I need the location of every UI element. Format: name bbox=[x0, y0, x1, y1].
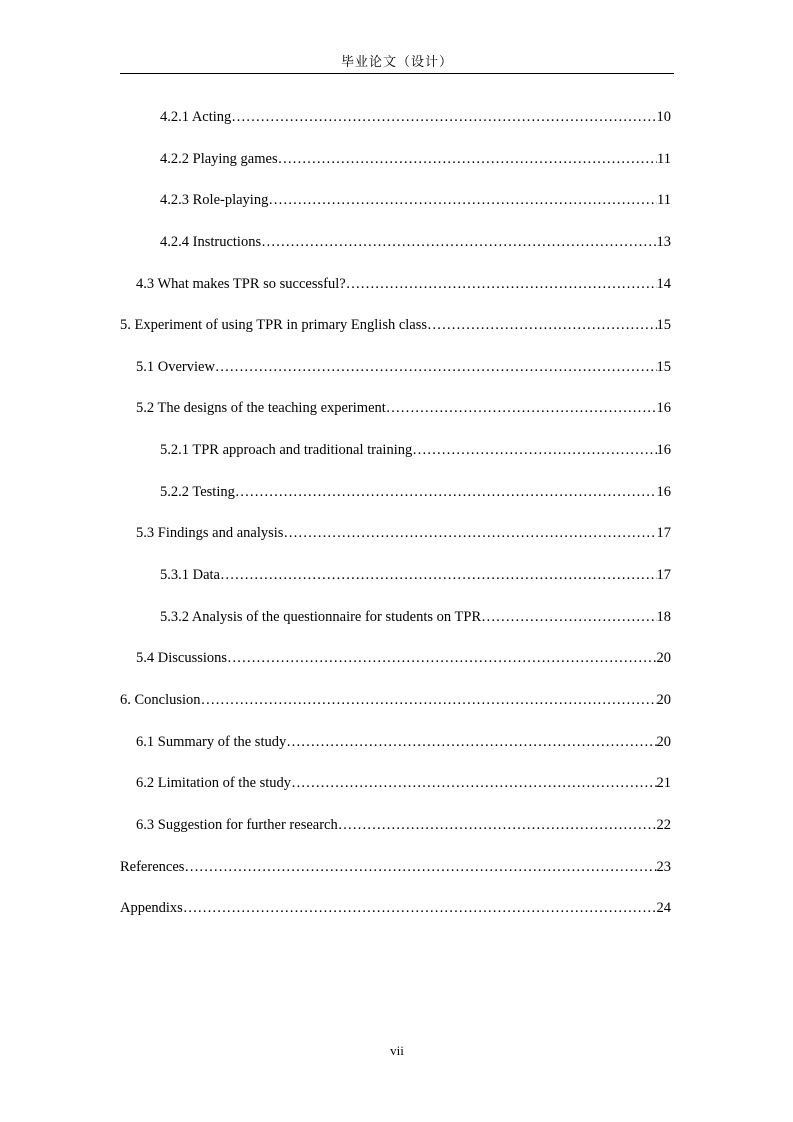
toc-dot-leader bbox=[286, 731, 656, 753]
toc-entry-line bbox=[136, 772, 671, 794]
toc-entry-title: 4.2.3 Role-playing bbox=[160, 192, 269, 209]
toc-entry[interactable] bbox=[120, 731, 671, 773]
toc-dot-leader bbox=[268, 189, 657, 211]
toc-dot-leader bbox=[346, 273, 657, 295]
toc-entry[interactable] bbox=[120, 522, 671, 564]
toc-dot-leader bbox=[291, 772, 656, 794]
toc-entry-title: References bbox=[120, 858, 185, 875]
toc-entry-title: 6.2 Limitation of the study bbox=[136, 775, 292, 792]
page-header: 毕业论文（设计） bbox=[340, 54, 453, 69]
toc-entry[interactable] bbox=[120, 148, 671, 190]
toc-entry-title: 6.1 Summary of the study bbox=[136, 733, 287, 750]
header-rule bbox=[120, 73, 674, 74]
toc-entry-line bbox=[136, 522, 671, 544]
toc-entry[interactable] bbox=[120, 356, 671, 398]
toc-entry[interactable] bbox=[120, 647, 671, 689]
toc-entry-page: 22 bbox=[656, 816, 671, 833]
toc-entry-line bbox=[160, 439, 671, 461]
toc-dot-leader bbox=[201, 689, 657, 711]
toc-entry-line bbox=[160, 148, 671, 170]
toc-entry-page: 11 bbox=[657, 192, 671, 209]
toc-entry-page: 23 bbox=[656, 858, 671, 875]
toc-entry-line bbox=[136, 397, 671, 419]
toc-entry-page: 20 bbox=[656, 691, 671, 708]
toc-entry[interactable] bbox=[120, 814, 671, 856]
toc-dot-leader bbox=[338, 814, 657, 836]
toc-entry[interactable] bbox=[120, 439, 671, 481]
toc-entry[interactable] bbox=[120, 772, 671, 814]
toc-entry-line bbox=[160, 106, 671, 128]
toc-entry[interactable] bbox=[120, 606, 671, 648]
toc-entry-page: 21 bbox=[656, 775, 671, 792]
toc-entry[interactable] bbox=[120, 481, 671, 523]
toc-dot-leader bbox=[283, 522, 656, 544]
toc-dot-leader bbox=[386, 397, 657, 419]
toc-entry-title: 4.2.2 Playing games bbox=[160, 150, 278, 167]
toc-entry-line bbox=[160, 564, 671, 586]
toc-entry-page: 24 bbox=[656, 900, 671, 917]
toc-dot-leader bbox=[278, 148, 657, 170]
toc-entry-title: 5.2.1 TPR approach and traditional training bbox=[160, 442, 413, 459]
toc-dot-leader bbox=[231, 106, 656, 128]
toc-dot-leader bbox=[412, 439, 656, 461]
toc-entry-title: 6. Conclusion bbox=[120, 691, 201, 708]
toc-entry-page: 15 bbox=[656, 317, 671, 334]
toc-entry-title: 5.2.2 Testing bbox=[160, 483, 235, 500]
toc-entry-page: 17 bbox=[656, 525, 671, 542]
toc-entry-page: 10 bbox=[656, 109, 671, 125]
toc-entry-title: 5.3.1 Data bbox=[160, 567, 220, 584]
toc-entry-page: 16 bbox=[656, 400, 671, 417]
toc-entry-line bbox=[120, 314, 671, 336]
toc-entry[interactable] bbox=[120, 189, 671, 231]
toc-dot-leader bbox=[220, 564, 657, 586]
toc-entry-page: 11 bbox=[657, 150, 671, 167]
toc-entry-page: 16 bbox=[656, 483, 671, 500]
toc-entry-line bbox=[120, 897, 671, 919]
toc-entry-title: 4.3 What makes TPR so successful? bbox=[136, 275, 346, 292]
toc-entry[interactable] bbox=[120, 231, 671, 273]
toc-entry-line bbox=[136, 814, 671, 836]
toc-dot-leader bbox=[227, 647, 656, 669]
toc-entry[interactable] bbox=[120, 689, 671, 731]
toc-entry-title: 4.2.1 Acting bbox=[160, 109, 232, 125]
toc-entry[interactable] bbox=[120, 856, 671, 898]
toc-entry-line bbox=[160, 481, 671, 503]
toc-dot-leader bbox=[215, 356, 657, 378]
toc-entry-line bbox=[120, 856, 671, 878]
toc-entry-title: 5.3 Findings and analysis bbox=[136, 525, 284, 542]
toc-entry[interactable] bbox=[120, 897, 671, 939]
toc-entry[interactable] bbox=[120, 106, 671, 148]
toc-entry-page: 18 bbox=[656, 608, 671, 625]
toc-dot-leader bbox=[427, 314, 656, 336]
toc-entry-page: 15 bbox=[656, 358, 671, 375]
toc-entry[interactable] bbox=[120, 314, 671, 356]
toc-entry-title: 5.3.2 Analysis of the questionnaire for students on TPR bbox=[160, 608, 482, 625]
toc-entry-line bbox=[120, 689, 671, 711]
toc-entry-line bbox=[136, 273, 671, 295]
toc-entry-line bbox=[160, 189, 671, 211]
toc-entry-page: 17 bbox=[656, 567, 671, 584]
toc-dot-leader bbox=[184, 856, 656, 878]
toc-entry[interactable] bbox=[120, 273, 671, 315]
toc-entry[interactable] bbox=[120, 564, 671, 606]
toc-entry-page: 16 bbox=[656, 442, 671, 459]
toc-dot-leader bbox=[481, 606, 656, 628]
toc-entry-title: 5.4 Discussions bbox=[136, 650, 228, 667]
toc-entry-title: 5.1 Overview bbox=[136, 358, 215, 375]
toc-entry-title: 4.2.4 Instructions bbox=[160, 233, 262, 250]
page-number: vii bbox=[390, 1043, 404, 1058]
toc-entry-line bbox=[136, 731, 671, 753]
toc-entry-page: 14 bbox=[656, 275, 671, 292]
toc-entry-page: 20 bbox=[656, 733, 671, 750]
toc-entry-line bbox=[136, 647, 671, 669]
toc-entry-line bbox=[136, 356, 671, 378]
toc-entry-page: 20 bbox=[656, 650, 671, 667]
toc-entry-title: 5.2 The designs of the teaching experiment bbox=[136, 400, 386, 417]
toc-entry-line bbox=[160, 606, 671, 628]
toc-entry-line bbox=[160, 231, 671, 253]
table-of-contents bbox=[120, 106, 671, 939]
toc-entry-page: 13 bbox=[656, 233, 671, 250]
toc-entry-title: Appendixs bbox=[120, 900, 183, 917]
toc-entry[interactable] bbox=[120, 397, 671, 439]
toc-dot-leader bbox=[261, 231, 656, 253]
toc-dot-leader bbox=[183, 897, 657, 919]
toc-entry-title: 6.3 Suggestion for further research bbox=[136, 816, 338, 833]
toc-entry-title: 5. Experiment of using TPR in primary English class bbox=[120, 317, 428, 334]
toc-dot-leader bbox=[235, 481, 657, 503]
